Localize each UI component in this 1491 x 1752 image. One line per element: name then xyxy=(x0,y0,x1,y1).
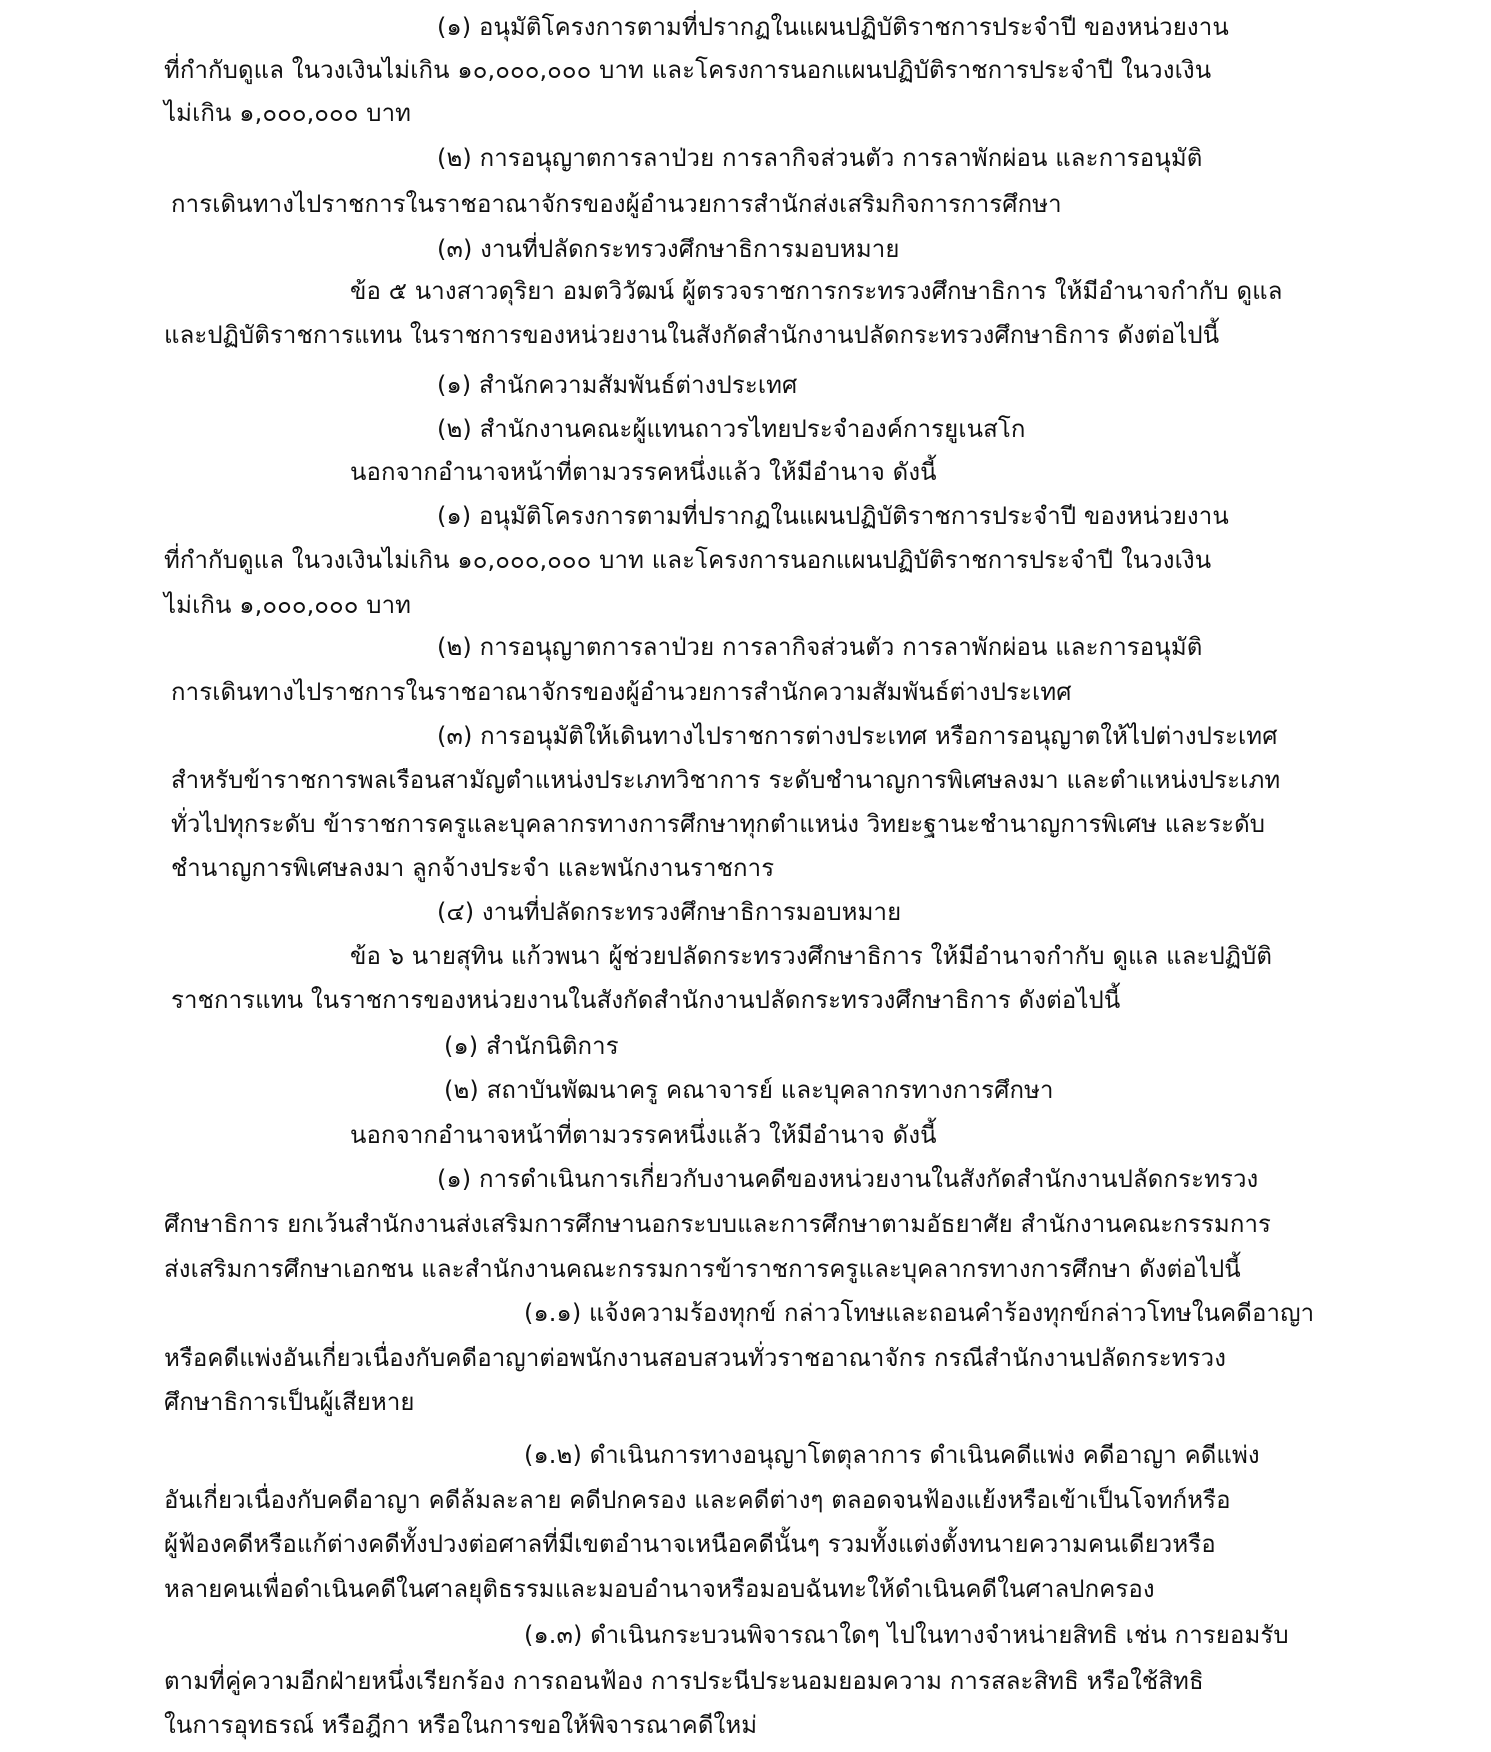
text-line: การเดินทางไปราชการในราชอาณาจักรของผู้อำนวยการสำนักความสัมพันธ์ต่างประเทศ xyxy=(171,678,1072,706)
text-line: ข้อ ๕ นางสาวดุริยา อมตวิวัฒน์ ผู้ตรวจราชการกระทรวงศึกษาธิการ ให้มีอำนาจกำกับ ดูแล xyxy=(350,277,1283,305)
text-line: (๒) สำนักงานคณะผู้แทนถาวรไทยประจำองค์การยูเนสโก xyxy=(437,415,1026,443)
text-line: ทั่วไปทุกระดับ ข้าราชการครูและบุคลากรทางการศึกษาทุกตำแหน่ง วิทยะฐานะชำนาญการพิเศษ และระดับ xyxy=(171,810,1266,838)
text-line: หลายคนเพื่อดำเนินคดีในศาลยุติธรรมและมอบอำนาจหรือมอบฉันทะให้ดำเนินคดีในศาลปกครอง xyxy=(164,1575,1155,1603)
text-line: ศึกษาธิการ ยกเว้นสำนักงานส่งเสริมการศึกษานอกระบบและการศึกษาตามอัธยาศัย สำนักงานคณะกรรมการ xyxy=(164,1210,1272,1238)
text-line: สำหรับข้าราชการพลเรือนสามัญตำแหน่งประเภทวิชาการ ระดับชำนาญการพิเศษลงมา และตำแหน่งประเภท xyxy=(171,766,1281,794)
text-line: นอกจากอำนาจหน้าที่ตามวรรคหนึ่งแล้ว ให้มีอำนาจ ดังนี้ xyxy=(350,458,937,486)
text-line: (๑) อนุมัติโครงการตามที่ปรากฏในแผนปฏิบัติราชการประจำปี ของหน่วยงาน xyxy=(437,13,1229,41)
text-line: ข้อ ๖ นายสุทิน แก้วพนา ผู้ช่วยปลัดกระทรวงศึกษาธิการ ให้มีอำนาจกำกับ ดูแล และปฏิบัติ xyxy=(350,942,1273,970)
text-line: ผู้ฟ้องคดีหรือแก้ต่างคดีทั้งปวงต่อศาลที่มีเขตอำนาจเหนือคดีนั้นๆ รวมทั้งแต่งตั้งทนายความคนเดียวหรือ xyxy=(164,1530,1216,1558)
text-line: (๑) สำนักความสัมพันธ์ต่างประเทศ xyxy=(437,371,798,399)
text-line: อันเกี่ยวเนื่องกับคดีอาญา คดีล้มละลาย คดีปกครอง และคดีต่างๆ ตลอดจนฟ้องแย้งหรือเข้าเป็นโจทก์หรือ xyxy=(164,1486,1231,1514)
text-line: (๑) อนุมัติโครงการตามที่ปรากฏในแผนปฏิบัติราชการประจำปี ของหน่วยงาน xyxy=(437,502,1229,530)
text-line: (๑.๑) แจ้งความร้องทุกข์ กล่าวโทษและถอนคำร้องทุกข์กล่าวโทษในคดีอาญา xyxy=(524,1299,1315,1327)
text-line: (๒) สถาบันพัฒนาครู คณาจารย์ และบุคลากรทางการศึกษา xyxy=(444,1076,1054,1104)
text-line: ที่กำกับดูแล ในวงเงินไม่เกิน ๑๐,๐๐๐,๐๐๐ บาท และโครงการนอกแผนปฏิบัติราชการประจำปี ในวงเงิน xyxy=(164,546,1212,574)
text-line: ส่งเสริมการศึกษาเอกชน และสำนักงานคณะกรรมการข้าราชการครูและบุคลากรทางการศึกษา ดังต่อไปนี้ xyxy=(164,1255,1241,1283)
text-line: และปฏิบัติราชการแทน ในราชการของหน่วยงานในสังกัดสำนักงานปลัดกระทรวงศึกษาธิการ ดังต่อไปนี้ xyxy=(164,321,1220,349)
text-line: (๒) การอนุญาตการลาป่วย การลากิจส่วนตัว การลาพักผ่อน และการอนุมัติ xyxy=(437,144,1203,172)
text-line: (๑) สำนักนิติการ xyxy=(444,1032,619,1060)
text-line: (๑.๓) ดำเนินกระบวนพิจารณาใดๆ ไปในทางจำหน่ายสิทธิ เช่น การยอมรับ xyxy=(524,1621,1289,1649)
text-line: (๓) การอนุมัติให้เดินทางไปราชการต่างประเทศ หรือการอนุญาตให้ไปต่างประเทศ xyxy=(437,722,1278,750)
text-line: ราชการแทน ในราชการของหน่วยงานในสังกัดสำนักงานปลัดกระทรวงศึกษาธิการ ดังต่อไปนี้ xyxy=(171,986,1121,1014)
text-line: การเดินทางไปราชการในราชอาณาจักรของผู้อำนวยการสำนักส่งเสริมกิจการการศึกษา xyxy=(171,190,1062,218)
text-line: (๑.๒) ดำเนินการทางอนุญาโตตุลาการ ดำเนินคดีแพ่ง คดีอาญา คดีแพ่ง xyxy=(524,1441,1260,1469)
text-line: ชำนาญการพิเศษลงมา ลูกจ้างประจำ และพนักงานราชการ xyxy=(171,854,775,882)
text-line: (๔) งานที่ปลัดกระทรวงศึกษาธิการมอบหมาย xyxy=(437,898,902,926)
text-line: ที่กำกับดูแล ในวงเงินไม่เกิน ๑๐,๐๐๐,๐๐๐ บาท และโครงการนอกแผนปฏิบัติราชการประจำปี ในวงเงิน xyxy=(164,56,1212,84)
text-line: ในการอุทธรณ์ หรือฎีกา หรือในการขอให้พิจารณาคดีใหม่ xyxy=(164,1711,758,1739)
text-line: ตามที่คู่ความอีกฝ่ายหนึ่งเรียกร้อง การถอนฟ้อง การประนีประนอมยอมความ การสละสิทธิ หรือใช้สิทธิ xyxy=(164,1667,1204,1695)
text-line: ศึกษาธิการเป็นผู้เสียหาย xyxy=(164,1388,415,1416)
text-line: ไม่เกิน ๑,๐๐๐,๐๐๐ บาท xyxy=(164,99,412,127)
text-line: (๒) การอนุญาตการลาป่วย การลากิจส่วนตัว การลาพักผ่อน และการอนุมัติ xyxy=(437,633,1203,661)
text-line: หรือคดีแพ่งอันเกี่ยวเนื่องกับคดีอาญาต่อพนักงานสอบสวนทั่วราชอาณาจักร กรณีสำนักงานปลัดกระทรวง xyxy=(164,1344,1227,1372)
text-line: (๓) งานที่ปลัดกระทรวงศึกษาธิการมอบหมาย xyxy=(437,235,900,263)
text-line: (๑) การดำเนินการเกี่ยวกับงานคดีของหน่วยงานในสังกัดสำนักงานปลัดกระทรวง xyxy=(437,1165,1259,1193)
text-line: นอกจากอำนาจหน้าที่ตามวรรคหนึ่งแล้ว ให้มีอำนาจ ดังนี้ xyxy=(350,1121,937,1149)
text-line: ไม่เกิน ๑,๐๐๐,๐๐๐ บาท xyxy=(164,591,412,619)
